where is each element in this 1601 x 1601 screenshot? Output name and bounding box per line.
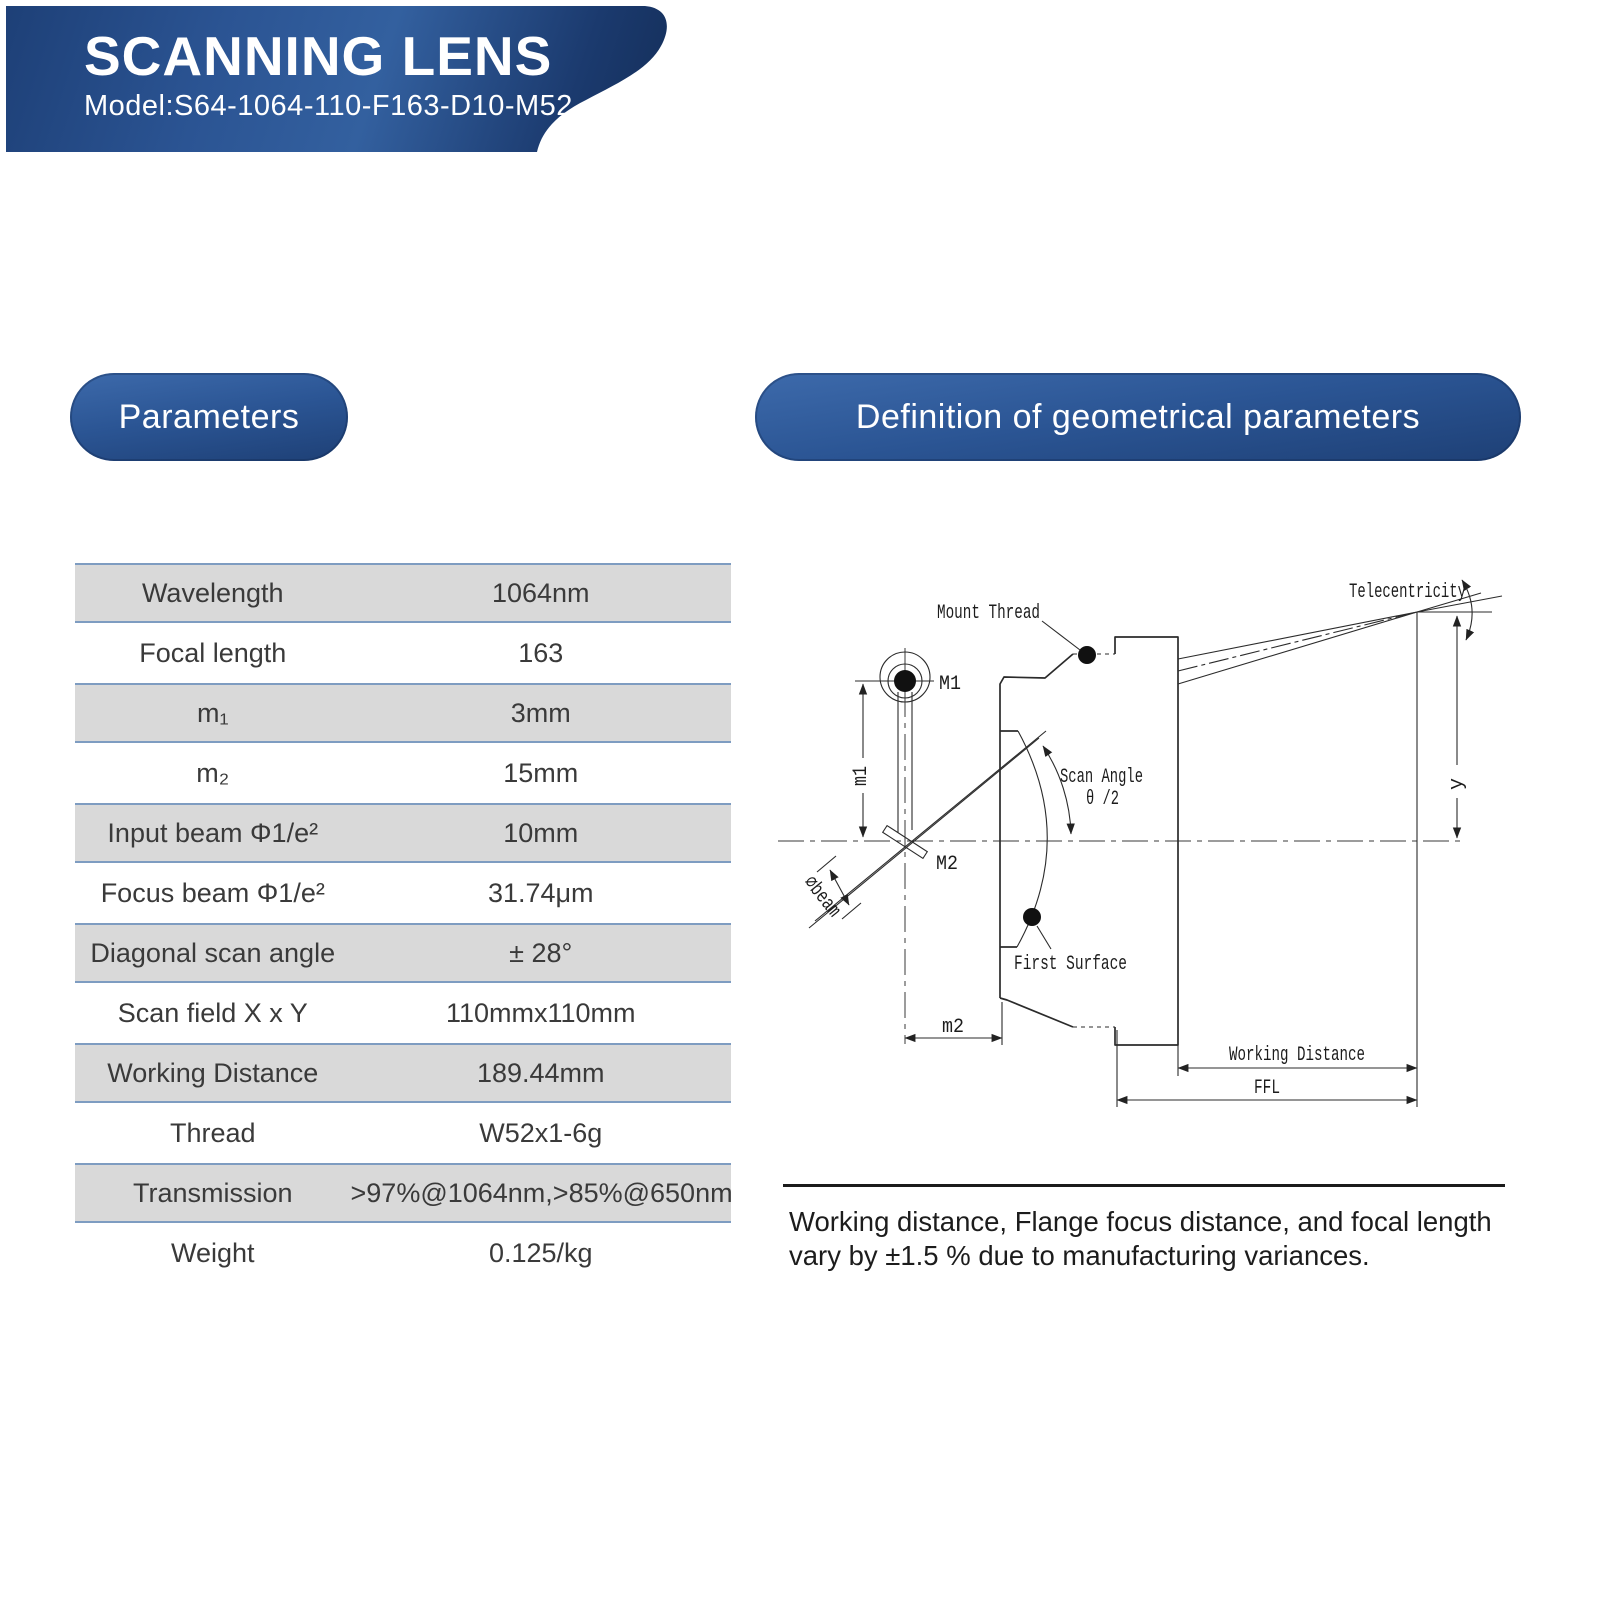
section-header-definition — [755, 373, 1521, 461]
param-label: Weight — [170, 1237, 255, 1268]
param-value: 10mm — [503, 817, 579, 848]
param-value: 189.44mm — [476, 1057, 605, 1088]
section-header-parameters — [70, 373, 348, 461]
input-beam-lines — [809, 731, 1046, 928]
param-label: Focus beam Φ1/e² — [100, 877, 325, 908]
param-value: 110mmx110mm — [445, 997, 636, 1028]
telecentricity-label: Telecentricity — [1349, 581, 1466, 604]
param-value: 1064nm — [491, 577, 590, 608]
param-value: 31.74μm — [487, 877, 594, 908]
table-row — [75, 563, 731, 623]
table-row — [75, 1103, 731, 1163]
scan-angle-arc — [1043, 746, 1071, 834]
parameters-table — [75, 563, 731, 1283]
table-row — [75, 803, 731, 863]
param-label: Diagonal scan angle — [90, 937, 336, 968]
definition-title: Definition of geometrical parameters — [855, 397, 1421, 436]
table-row — [75, 1223, 731, 1283]
param-label: m₂ — [196, 757, 230, 788]
lens-geometry-diagram — [770, 540, 1515, 1120]
param-value: 163 — [518, 637, 564, 668]
param-value: ± 28° — [509, 937, 573, 968]
tolerance-note: Working distance, Flange focus distance, and focal length vary by ±1.5 % due to manufacturing variances. — [789, 1206, 1492, 1272]
table-row — [75, 743, 731, 803]
table-row — [75, 1163, 731, 1223]
param-value: W52x1-6g — [479, 1117, 603, 1148]
table-row — [75, 983, 731, 1043]
y-dim-label: y — [1446, 777, 1469, 791]
working-distance-label: Working Distance — [1229, 1044, 1365, 1067]
m2-mirror-label: M2 — [936, 853, 958, 876]
mount-thread-dot — [1078, 646, 1096, 664]
model-number: Model:S64-1064-110-F163-D10-M52 — [84, 90, 573, 122]
table-row — [75, 683, 731, 743]
first-surface-label: First Surface — [1014, 953, 1127, 976]
table-row — [75, 623, 731, 683]
first-surface-dot — [1023, 908, 1041, 926]
param-label: Thread — [169, 1117, 256, 1148]
param-label: m₁ — [196, 697, 229, 728]
param-value: 0.125/kg — [488, 1237, 593, 1268]
scan-angle-fraction-label: θ /2 — [1086, 788, 1119, 811]
m2-dim-label: m2 — [942, 1016, 964, 1039]
mount-thread-leader — [1042, 621, 1080, 650]
table-row — [75, 863, 731, 923]
param-value: 15mm — [503, 757, 579, 788]
footnote-divider — [783, 1184, 1505, 1187]
param-label: Scan field X x Y — [117, 997, 308, 1028]
param-label: Input beam Φ1/e² — [107, 817, 319, 848]
m1-dim-label: m1 — [850, 761, 873, 786]
table-row — [75, 923, 731, 983]
param-value: >97%@1064nm,>85%@650nm — [350, 1177, 733, 1208]
param-label: Wavelength — [141, 577, 284, 608]
page-title: SCANNING LENS — [84, 25, 553, 87]
param-label: Working Distance — [107, 1057, 319, 1088]
first-surface-leader — [1037, 926, 1051, 949]
exit-rays — [1178, 593, 1502, 684]
param-label: Focal length — [139, 637, 287, 668]
param-value: 3mm — [510, 697, 571, 728]
ffl-label: FFL — [1254, 1077, 1280, 1100]
beam-diameter-label: ∅beam — [798, 872, 854, 934]
m1-mirror-label: M1 — [939, 673, 961, 696]
mount-thread-label: Mount Thread — [937, 602, 1040, 625]
scan-angle-label: Scan Angle — [1060, 766, 1143, 789]
m1-mirror-symbol — [855, 652, 934, 702]
param-label: Transmission — [132, 1177, 293, 1208]
parameters-title: Parameters — [118, 397, 300, 436]
table-row — [75, 1043, 731, 1103]
